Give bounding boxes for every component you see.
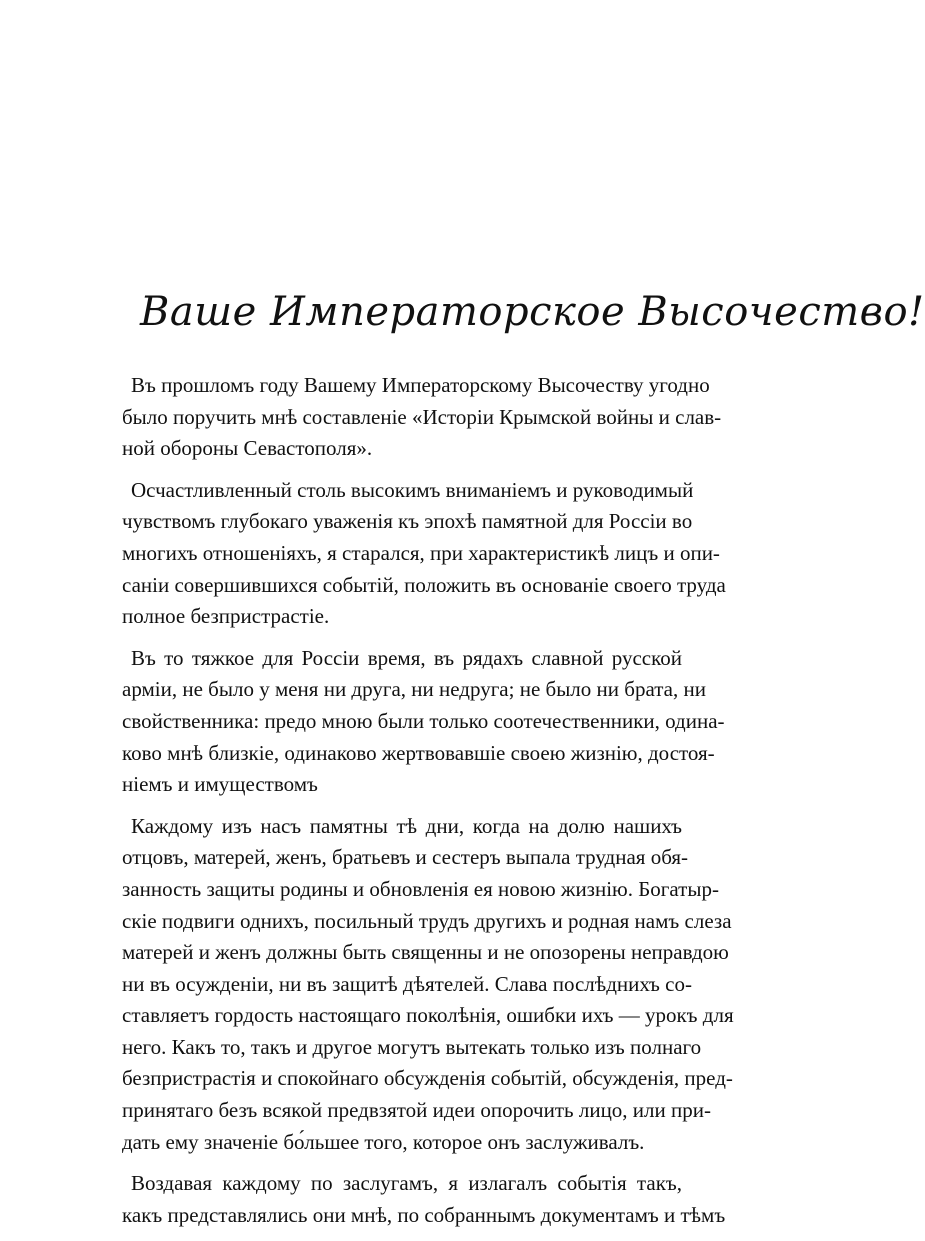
text-line: Въ то тяжкое для Россіи время, въ рядахъ славной русской: [131, 645, 682, 670]
paragraph: [122, 643, 725, 801]
text-line: него. Какъ то, такъ и другое могутъ вытекать только изъ полнаго: [122, 1034, 702, 1059]
text-line: Въ прошломъ году Вашему Императорскому Высочеству угодно: [131, 373, 710, 397]
text-line: занность защиты родины и обновленія ея новою жизнію. Богатыр-: [122, 876, 719, 901]
text-line: ково мнѣ близкіе, одинаково жертвовавшіе своею жизнію, достоя-: [122, 740, 715, 765]
text-line: ніемъ и имуществомъ: [122, 772, 318, 797]
text-line: арміи, не было у меня ни друга, ни недруга; не было ни брата, ни: [122, 677, 706, 702]
text-line: матерей и женъ должны быть священны и не опозорены неправдою: [122, 940, 729, 965]
text-line: многихъ отношеніяхъ, я старался, при характеристикѣ лицъ и опи-: [122, 540, 720, 565]
text-line: скіе подвиги однихъ, посильный трудъ другихъ и родная намъ слеза: [122, 908, 732, 933]
text-line: дать ему значеніе бо́льшее того, которое онъ заслуживалъ.: [122, 1129, 645, 1154]
text-line: ставляетъ гордость настоящаго поколѣнія, ошибки ихъ — урокъ для: [122, 1003, 734, 1028]
text-line: Каждому изъ насъ памятны тѣ дни, когда на долю нашихъ: [131, 813, 682, 838]
text-line: ни въ осужденіи, ни въ защитѣ дѣятелей. Слава послѣднихъ со-: [122, 971, 692, 996]
text-line: безпристрастія и спокойнаго обсужденія событій, обсужденія, пред-: [122, 1066, 733, 1091]
text-line: отцовъ, матерей, женъ, братьевъ и сестеръ выпала трудная обя-: [122, 845, 689, 870]
text-line: принятаго безъ всякой предвзятой идеи опорочить лицо, или при-: [122, 1098, 711, 1123]
text-line: Осчастливленный столь высокимъ вниманіемъ и руководимый: [131, 477, 694, 502]
paragraph: [122, 1168, 726, 1231]
paragraph: [122, 475, 726, 633]
text-line: полное безпристрастіе.: [122, 604, 330, 629]
text-line: ной обороны Севастополя».: [122, 436, 373, 461]
body-text: [122, 370, 734, 1241]
text-line: свойственника: предо мною были только соотечественники, одина-: [122, 708, 725, 733]
text-line: какъ представлялись они мнѣ, по собраннымъ документамъ и тѣмъ: [122, 1202, 726, 1227]
text-line: Воздавая каждому по заслугамъ, я излагалъ событія такъ,: [131, 1171, 682, 1196]
text-line: было поручить мнѣ составленіе «Исторіи Крымской войны и слав-: [122, 404, 722, 429]
paragraph: [122, 811, 734, 1159]
paragraph: [122, 370, 722, 465]
text-line: саніи совершившихся событій, положить въ основаніе своего труда: [122, 572, 726, 597]
salutation-heading: Ваше Императорское Высочество!: [140, 289, 925, 335]
text-line: чувствомъ глубокаго уваженія къ эпохѣ памятной для Россіи во: [122, 509, 693, 534]
